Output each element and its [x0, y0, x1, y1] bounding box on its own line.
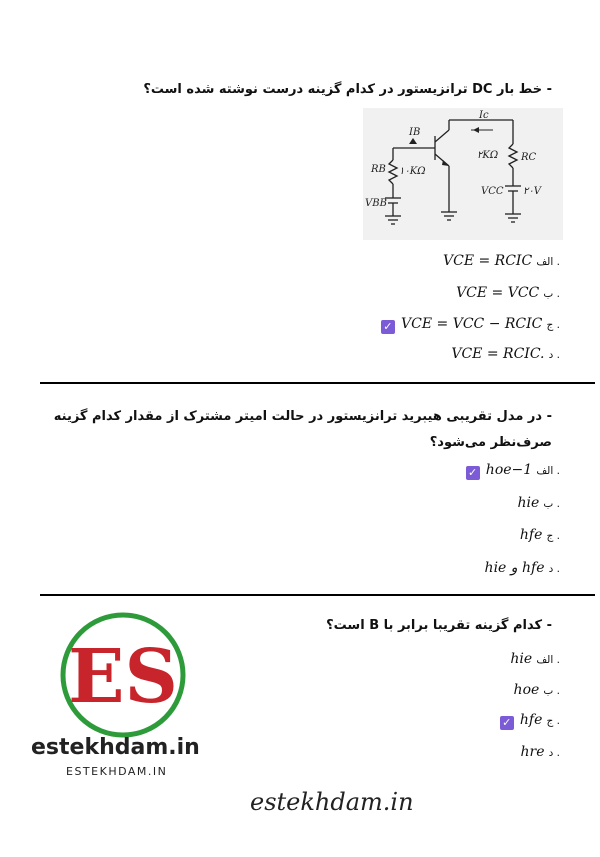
q3-option-c-label: ج . [546, 715, 560, 727]
circuit-label-rc-value: ۲KΩ [477, 150, 499, 161]
q3-option-b-formula: hoe [513, 682, 540, 698]
q2-option-a[interactable] [466, 462, 560, 480]
circuit-label-ic: Ic [479, 110, 489, 121]
q3-option-b[interactable] [514, 682, 560, 698]
q3-option-a-label: الف . [536, 654, 560, 666]
divider [40, 382, 595, 384]
q1-option-a-formula: VCE = RCIC [443, 253, 533, 269]
circuit-label-rc: RC [521, 152, 537, 163]
q2-option-c-label: ج . [546, 530, 560, 542]
logo-site-caps: ESTEKHDAM.IN [66, 765, 168, 778]
q3-option-b-label: ب . [543, 685, 560, 697]
q2-option-a-label: الف . [536, 465, 560, 477]
checkmark-icon: ✓ [381, 320, 395, 334]
circuit-label-rb: RB [371, 164, 386, 175]
q3-option-a-formula: hie [510, 651, 533, 667]
q1-option-b[interactable] [456, 285, 560, 301]
q2-option-b[interactable] [518, 495, 561, 511]
question-3-text: - کدام گزینه تقریبا برابر با B است؟ [326, 618, 552, 633]
q3-option-d-label: د . [548, 747, 560, 759]
q2-option-b-label: ب . [543, 498, 560, 510]
q1-option-b-label: ب . [543, 288, 560, 300]
q3-option-d[interactable] [520, 744, 560, 760]
q2-option-a-formula: hoe−1 [485, 462, 533, 478]
q2-option-c-formula: hfe [519, 527, 543, 543]
watermark: estekhdam.in [250, 788, 414, 816]
circuit-label-ib: IB [409, 127, 421, 138]
q1-option-c-label: ج . [546, 319, 560, 331]
question-2-text: - در مدل تقریبی هیبرید ترانزیستور در حالت امیتر مشترک از مقدار کدام گزینه صرف‌نظر می‌شود؟ [53, 409, 552, 450]
circuit-label-vcc: VCC [481, 186, 504, 197]
q1-option-d-label: د . [548, 349, 560, 361]
question-1-text: - خط بار DC ترانزیستور در کدام گزینه درست نوشته شده است؟ [143, 82, 552, 97]
q2-option-b-formula: hie [517, 495, 540, 511]
q2-option-d[interactable] [485, 560, 560, 576]
q2-option-c[interactable] [520, 527, 560, 543]
q2-option-d-label: د . [548, 563, 560, 575]
checkmark-icon: ✓ [466, 466, 480, 480]
q1-option-c[interactable] [381, 316, 560, 334]
estekhdam-logo [58, 610, 188, 740]
logo-site-name: estekhdam.in [31, 735, 200, 760]
q3-option-c[interactable] [500, 712, 560, 730]
circuit-label-vcc-value: ۲۰V [523, 186, 541, 197]
q3-option-a[interactable] [510, 651, 560, 667]
circuit-label-rb-value: ۱۰KΩ [399, 166, 426, 177]
q1-option-d[interactable] [451, 346, 560, 362]
q1-option-b-formula: VCE = VCC [456, 285, 540, 301]
q1-option-a-label: الف . [536, 256, 560, 268]
circuit-label-vbb: VBB [365, 198, 387, 209]
q3-option-d-formula: hre [520, 744, 545, 760]
q1-option-d-formula: VCE = RCIC. [451, 346, 545, 362]
checkmark-icon: ✓ [500, 716, 514, 730]
q1-option-a[interactable] [443, 253, 560, 269]
q1-option-c-formula: VCE = VCC − RCIC [401, 316, 543, 332]
logo-letters: ES [68, 634, 178, 720]
q2-option-d-formula: hie و hfe [484, 560, 545, 576]
divider [40, 594, 595, 596]
q3-option-c-formula: hfe [519, 712, 543, 728]
transistor-circuit-diagram [363, 108, 563, 240]
